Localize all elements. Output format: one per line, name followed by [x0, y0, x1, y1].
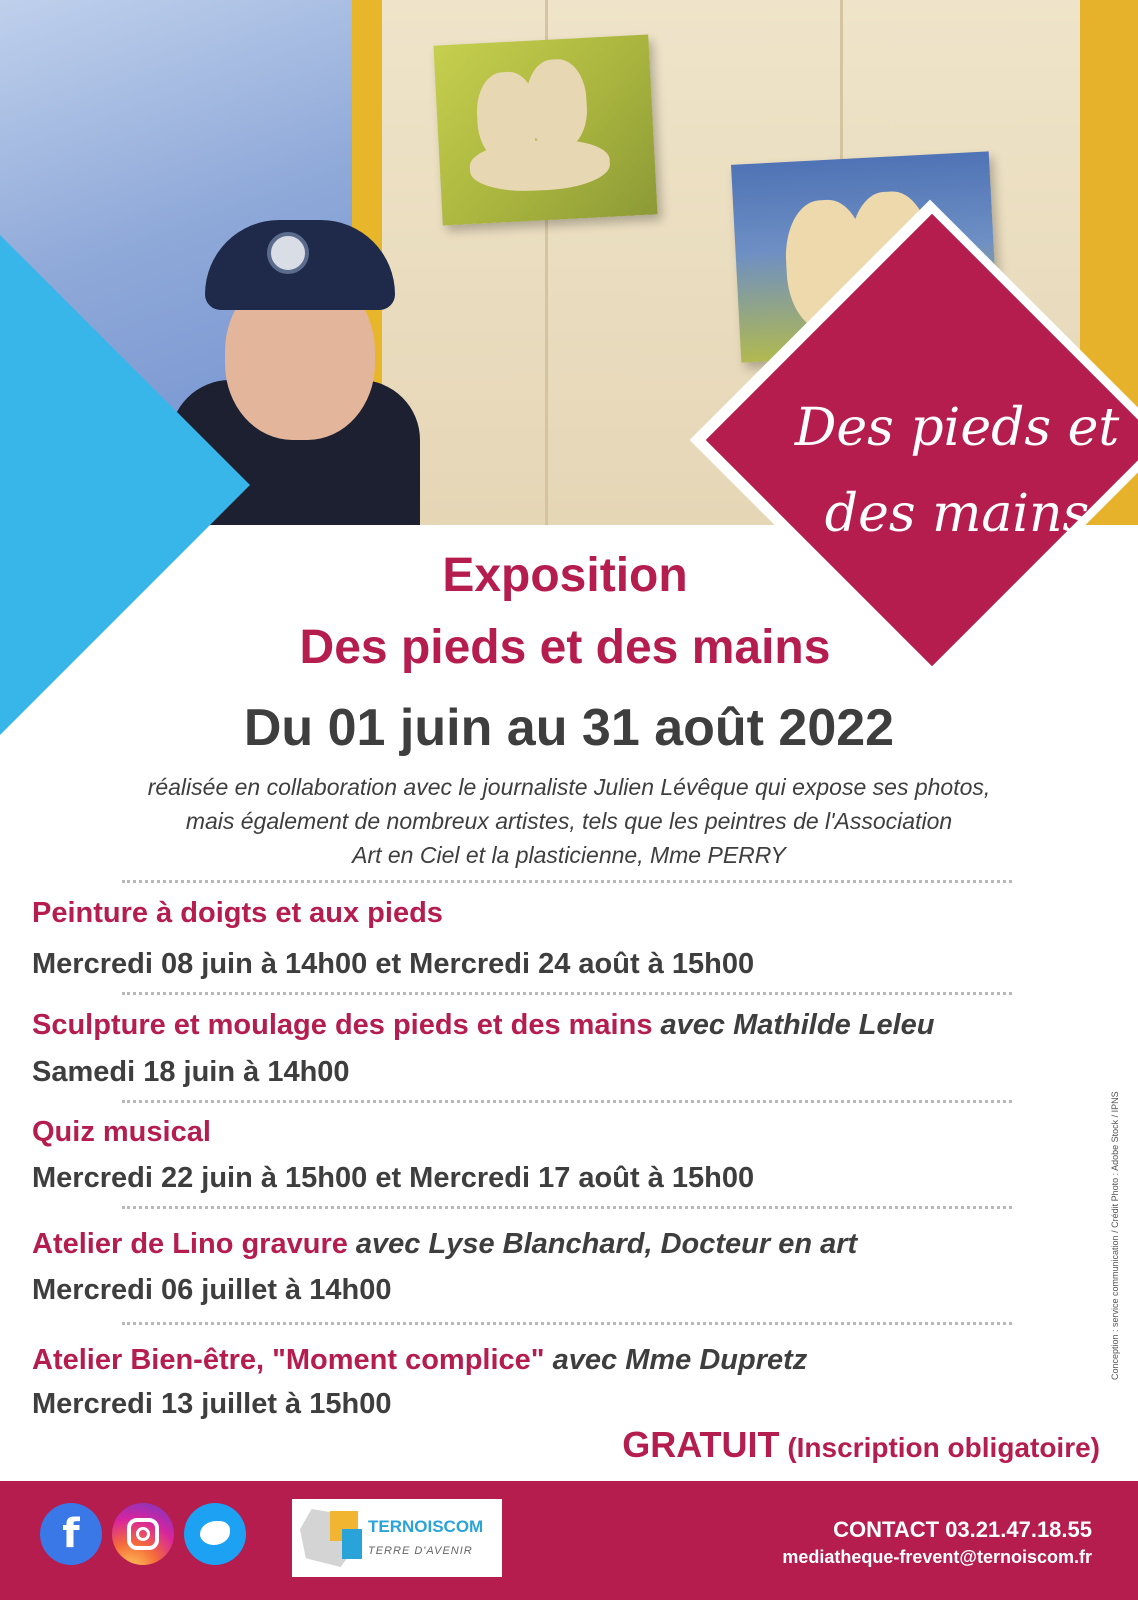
contact-phone: CONTACT 03.21.47.18.55: [833, 1517, 1092, 1542]
activity-title: Peinture à doigts et aux pieds: [32, 897, 443, 929]
pricing-label: GRATUIT (Inscription obligatoire): [622, 1424, 1100, 1465]
activity-title: Atelier de Lino gravure avec Lyse Blanchard, Docteur en art: [32, 1228, 858, 1260]
dotted-separator: [122, 880, 1012, 883]
exhibition-description: [40, 770, 1098, 872]
exhibition-dates: Du 01 juin au 31 août 2022: [243, 699, 895, 757]
photo-credit: Conception : service communication / Crédit Photo : Adobe Stock / IPNS: [1110, 1091, 1120, 1380]
activity-date: Mercredi 13 juillet à 15h00: [32, 1388, 392, 1420]
activity-date: Samedi 18 juin à 14h00: [32, 1056, 350, 1088]
title-line1: Exposition: [442, 549, 688, 602]
logo-name: TERNOISCOM: [368, 1517, 484, 1536]
contact-email[interactable]: mediatheque-frevent@ternoiscom.fr: [782, 1547, 1092, 1567]
dotted-separator: [122, 1322, 1012, 1325]
painting-feet-hands-1: [433, 34, 657, 225]
logo-tagline: TERRE D'AVENIR: [368, 1545, 473, 1557]
activity-title: Sculpture et moulage des pieds et des mains avec Mathilde Leleu: [32, 1009, 935, 1041]
activity-title: Quiz musical: [32, 1116, 211, 1148]
diamond-title: [777, 385, 1137, 557]
activity-date: Mercredi 08 juin à 14h00 et Mercredi 24 août à 15h00: [32, 948, 755, 980]
exhibition-title: [150, 540, 980, 684]
dotted-separator: [122, 1100, 1012, 1103]
footer-bar: [0, 1481, 1138, 1600]
facebook-icon[interactable]: f: [40, 1503, 102, 1565]
title-line2: Des pieds et des mains: [299, 621, 831, 674]
twitter-icon[interactable]: [184, 1503, 246, 1565]
activity-date: Mercredi 06 juillet à 14h00: [32, 1274, 392, 1306]
dotted-separator: [122, 992, 1012, 995]
ternoiscom-logo[interactable]: [292, 1499, 502, 1577]
instagram-icon[interactable]: [112, 1503, 174, 1565]
dotted-separator: [122, 1206, 1012, 1209]
activity-date: Mercredi 22 juin à 15h00 et Mercredi 17 août à 15h00: [32, 1162, 755, 1194]
description-line: mais également de nombreux artistes, tels que les peintres de l'Association: [185, 808, 953, 834]
logo-map-shape: [342, 1529, 362, 1559]
description-line: réalisée en collaboration avec le journaliste Julien Lévêque qui expose ses photos,: [147, 774, 991, 800]
diamond-title-line1: Des pieds et: [794, 398, 1120, 458]
diamond-title-line2: des mains: [824, 484, 1090, 544]
activity-title: Atelier Bien-être, "Moment complice" avec Mme Dupretz: [32, 1344, 808, 1376]
description-line: Art en Ciel et la plasticienne, Mme PERRY: [352, 842, 786, 868]
